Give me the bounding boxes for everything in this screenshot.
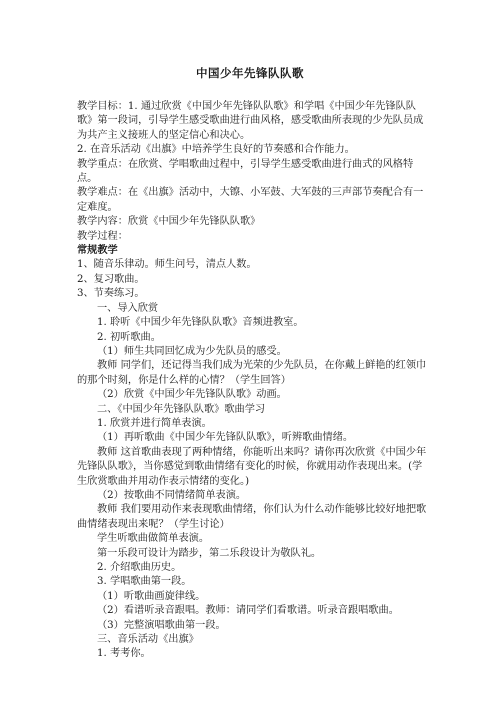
text-line: 1. 欣赏并进行简单表演。 [97, 417, 212, 429]
text-line: 教师 这首歌曲表现了两种情绪，你能听出来吗？请你再次欣赏《中国少年先锋队队歌》，当你感觉到歌曲情绪有变化的时候，你就用动作表现出来。(学生欣赏歌曲并用动作表示情绪的变化。) [77, 446, 427, 487]
text-line: 三、音乐活动《出旗》 [97, 634, 199, 646]
text-line: （2）欣赏《中国少年先锋队队歌》动画。 [97, 389, 287, 401]
text-line: 3. 学唱歌曲第一段。 [97, 576, 192, 588]
text-line: （1）听歌曲画旋律线。 [97, 590, 206, 602]
text-line: （2）按歌曲不同情绪简单表演。 [97, 489, 247, 501]
text-line: 1、随音乐律动。师生问号，清点人数。 [77, 259, 257, 271]
text-line: 学生听歌曲做简单表演。 [97, 533, 210, 545]
text-line: 二、《中国少年先锋队队歌》歌曲学习 [97, 403, 266, 415]
text-line: 3、节奏练习。 [77, 288, 145, 300]
text-line: 教学过程： [77, 230, 128, 242]
document-body [77, 100, 427, 662]
text-line: 1. 考考你。 [97, 648, 151, 660]
page-title: 中国少年先锋队队歌 [196, 66, 304, 80]
text-line: 教师 我们要用动作来表现歌曲情绪，你们认为什么动作能够比较好地把歌曲情绪表现出来呢？（学生讨论） [77, 504, 427, 530]
text-line: 2、复习歌曲。 [77, 273, 145, 285]
text-line: 2. 在音乐活动《出旗》中培养学生良好的节奏感和合作能力。 [77, 144, 355, 156]
text-line: 教学重点：在欣赏、学唱歌曲过程中，引导学生感受歌曲进行曲式的风格特点。 [77, 158, 414, 185]
text-line: （1）师生共同回忆成为少先队员的感受。 [97, 345, 287, 357]
section-heading: 常规教学 [77, 245, 118, 257]
text-line: 教学难点：在《出旗》活动中，大镲、小军鼓、大军鼓的三声部节奏配合有一定难度。 [77, 187, 424, 213]
text-line: 教学内容：欣赏《中国少年先锋队队歌》 [77, 216, 261, 228]
text-line: 教师 同学们，还记得当我们成为光荣的少先队员，在你戴上鲜艳的红领巾的那个时刻，你是什么样的心情？（学生回答） [77, 360, 427, 386]
text-line: 一、导入欣赏 [97, 302, 159, 314]
text-line: （2）看谱听录音跟唱。教师：请同学们看歌谱。听录音跟唱歌曲。 [97, 605, 399, 617]
text-line: （3）完整演唱歌曲第一段。 [97, 619, 226, 631]
text-line: 教学目标：1. 通过欣赏《中国少年先锋队队歌》和学唱《中国少年先锋队队歌》第一段词，引导学生感受歌曲进行曲风格，感受歌曲所表现的少先队员成为共产主义接班人的坚定信心和决心。 [77, 101, 424, 141]
text-line: （1）再听歌曲《中国少年先锋队队歌》，听辨歌曲情绪。 [97, 432, 354, 444]
text-line: 2. 介绍歌曲历史。 [97, 562, 182, 573]
text-line: 1. 聆听《中国少年先锋队队歌》音频进教室。 [97, 317, 304, 329]
text-line: 第一乐段可设计为踏步，第二乐段设计为敬队礼。 [97, 547, 322, 559]
text-line: 2. 初听歌曲。 [97, 331, 161, 343]
